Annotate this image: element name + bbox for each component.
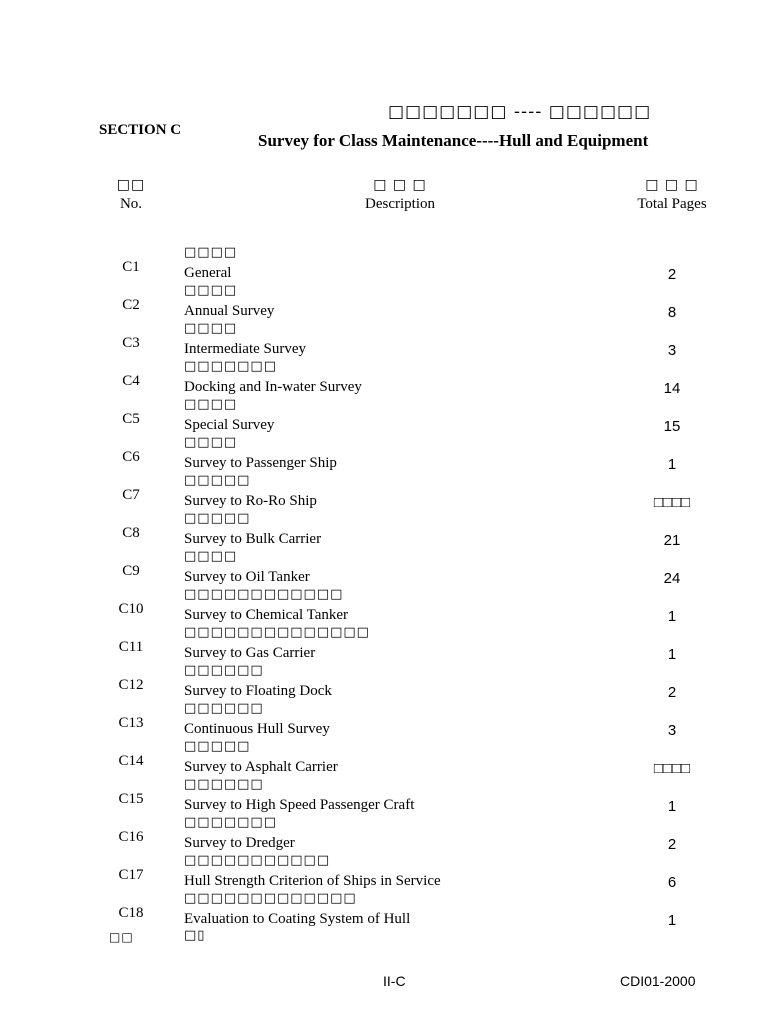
row-description-cn: □□□□□□□□□□□	[184, 853, 331, 868]
row-description-cn: □□□□□□	[184, 777, 264, 792]
row-description-cn: □□□□□	[184, 511, 251, 526]
row-total-pages: 1	[667, 456, 677, 473]
row-description: Survey to Floating Dock	[184, 683, 332, 699]
row-description: Intermediate Survey	[184, 341, 307, 357]
table-row	[0, 473, 768, 511]
row-total-pages: 3	[667, 342, 677, 359]
table-row	[0, 777, 768, 815]
row-number: C6	[122, 449, 140, 465]
row-number: C10	[118, 601, 144, 617]
row-total-pages: □□□□	[653, 760, 691, 777]
table-row	[0, 321, 768, 359]
row-number: C15	[118, 791, 144, 807]
table-row	[0, 587, 768, 625]
row-description: Survey to Passenger Ship	[184, 455, 337, 471]
column-header-no	[100, 176, 162, 214]
row-number: C5	[122, 411, 140, 427]
row-number: C1	[122, 259, 140, 275]
table-row	[0, 739, 768, 777]
row-description: General	[184, 265, 232, 281]
row-description-cn: □□□□□□□□□□□□□□	[184, 625, 370, 640]
title-chinese: □□□□□□□ ---- □□□□□□	[388, 102, 652, 122]
row-total-pages: 2	[667, 836, 677, 853]
row-number: C18	[118, 905, 144, 921]
row-description: Annual Survey	[184, 303, 275, 319]
row-total-pages: 1	[667, 646, 677, 663]
row-total-pages: 15	[663, 418, 681, 435]
table-row	[0, 549, 768, 587]
row-description-cn: □□□□□□□□□□□□□	[184, 891, 357, 906]
column-header-no-cn: □□	[116, 177, 146, 193]
row-total-pages: 24	[663, 570, 681, 587]
column-header-total-pages-cn: □ □ □	[645, 177, 699, 193]
row-description-cn: □□□□	[184, 549, 238, 564]
row-description-cn: □□□□□□□	[184, 815, 277, 830]
page-title: Survey for Class Maintenance----Hull and Equipment	[258, 131, 649, 150]
row-total-pages: 1	[667, 912, 677, 929]
table-row	[0, 359, 768, 397]
row-description: Survey to Chemical Tanker	[184, 607, 349, 623]
row-description: Survey to Gas Carrier	[184, 645, 316, 661]
row-total-pages: 14	[663, 380, 681, 397]
row-number: C7	[122, 487, 140, 503]
table-row	[0, 435, 768, 473]
row-description-cn: □□□□	[184, 245, 238, 260]
table-row	[0, 397, 768, 435]
row-description-cn: □□□□□	[184, 473, 251, 488]
row-description-cn: □□□□	[184, 321, 238, 336]
row-description: Survey to Dredger	[184, 835, 295, 851]
row-total-pages: 1	[667, 608, 677, 625]
column-header-description-en: Description	[365, 196, 435, 212]
row-description-cn: □□□□□□	[184, 701, 264, 716]
row-number: C4	[122, 373, 140, 389]
row-description: Survey to High Speed Passenger Craft	[184, 797, 415, 813]
row-description-cn: □□□□□□□	[184, 359, 277, 374]
row-total-pages: □□□□	[653, 494, 691, 511]
footer-page-number: II-C	[383, 973, 406, 989]
row-number: C8	[122, 525, 140, 541]
table-row	[0, 283, 768, 321]
row-description: Survey to Oil Tanker	[184, 569, 310, 585]
column-header-description-cn: □ □ □	[373, 177, 427, 193]
row-number: C13	[118, 715, 144, 731]
row-total-pages: 8	[667, 304, 677, 321]
footer-document-code: CDI01-2000	[620, 973, 696, 989]
row-description-cn: □□□□	[184, 397, 238, 412]
column-header-total-pages	[622, 176, 722, 214]
row-total-pages: 1	[667, 798, 677, 815]
row-description: Evaluation to Coating System of Hull	[184, 911, 411, 927]
row-description: Docking and In-water Survey	[184, 379, 362, 395]
row-description: Hull Strength Criterion of Ships in Service	[184, 873, 441, 889]
row-total-pages: 2	[667, 266, 677, 283]
row-description: Continuous Hull Survey	[184, 721, 330, 737]
column-header-no-en: No.	[119, 196, 143, 212]
row-description-cn: □□□□□	[184, 739, 251, 754]
column-header-total-pages-en: Total Pages	[637, 196, 707, 212]
row-total-pages: 2	[667, 684, 677, 701]
stray-glyphs-left: □□	[109, 930, 134, 944]
row-description-cn: □□□□□□□□□□□□	[184, 587, 344, 602]
column-header-description	[330, 176, 470, 214]
row-number: C11	[118, 639, 144, 655]
row-description: Survey to Ro-Ro Ship	[184, 493, 317, 509]
table-row	[0, 891, 768, 929]
table-row	[0, 245, 768, 283]
table-row	[0, 701, 768, 739]
table-row	[0, 625, 768, 663]
row-description: Special Survey	[184, 417, 275, 433]
table-row	[0, 815, 768, 853]
row-number: C2	[122, 297, 140, 313]
row-number: C17	[118, 867, 144, 883]
section-label: SECTION C	[99, 122, 182, 138]
row-number: C14	[118, 753, 144, 769]
row-number: C9	[122, 563, 140, 579]
table-row	[0, 663, 768, 701]
row-description-cn: □□□□□□	[184, 663, 264, 678]
table-row	[0, 853, 768, 891]
row-total-pages: 3	[667, 722, 677, 739]
row-number: C3	[122, 335, 140, 351]
row-total-pages: 6	[667, 874, 677, 891]
row-number: C12	[118, 677, 144, 693]
row-description-cn: □□□□	[184, 435, 238, 450]
row-number: C16	[118, 829, 144, 845]
row-total-pages: 21	[663, 532, 681, 549]
row-description-cn: □□□□	[184, 283, 238, 298]
table-row	[0, 511, 768, 549]
row-description: Survey to Asphalt Carrier	[184, 759, 338, 775]
row-description: Survey to Bulk Carrier	[184, 531, 322, 547]
stray-glyphs-right: □▯	[184, 928, 206, 943]
